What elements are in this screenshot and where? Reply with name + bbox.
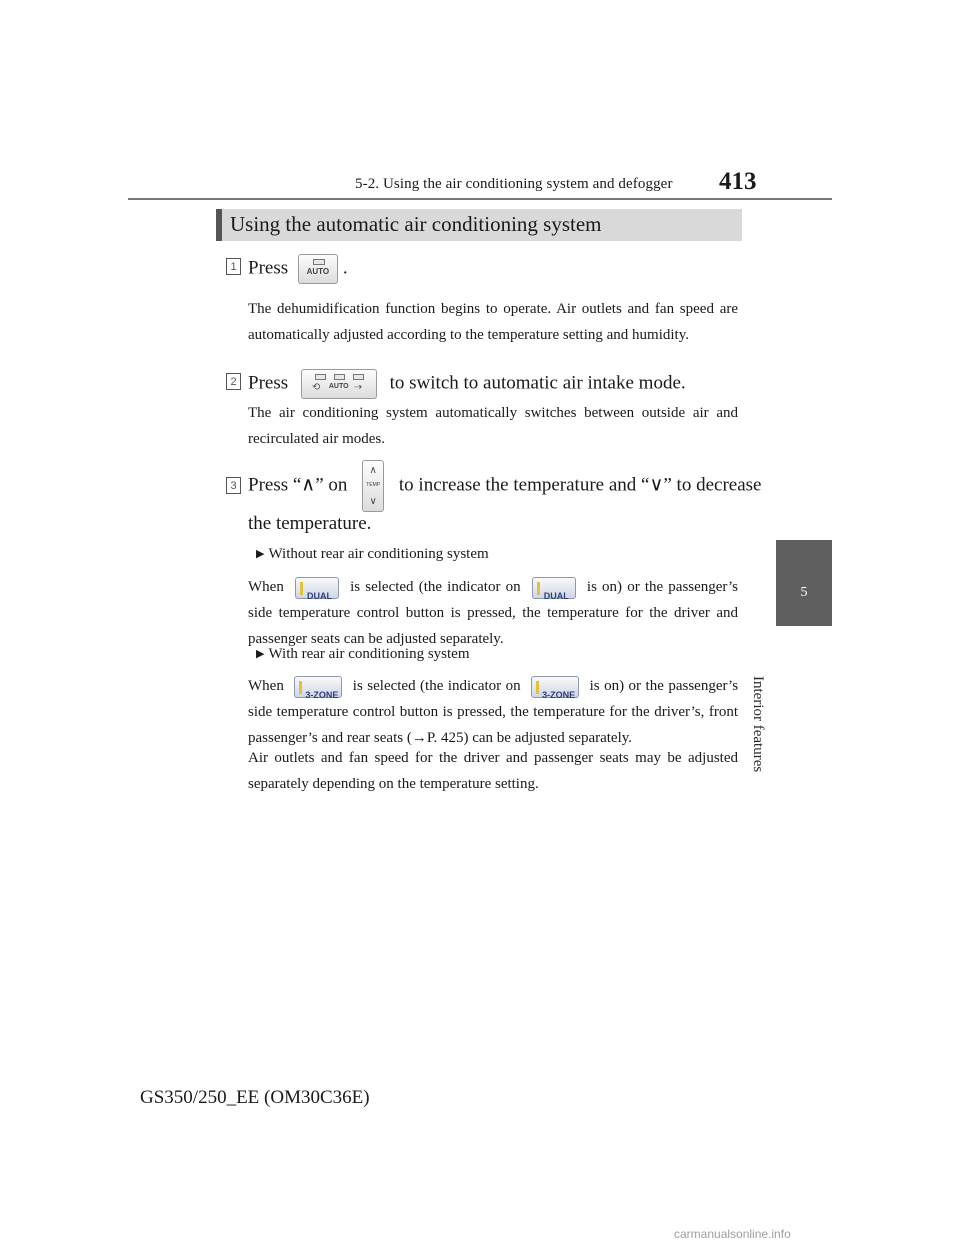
dual-button-label: DUAL: [543, 590, 569, 601]
dual-rest: side temperature control button is pressed, the temperature for the driver and passenger seats can be adjusted separately.: [248, 605, 738, 647]
triangle-bullet-icon: ▶: [256, 548, 265, 560]
zone-rest: side temperature control button is pressed, the temperature for the driver’s, front passenger’s and rear seats (→P. 425) can be adjusted separately.: [248, 704, 738, 746]
three-zone-paragraph: [248, 673, 738, 751]
temperature-button: [362, 460, 384, 512]
chapter-tab: [776, 540, 832, 626]
air-intake-auto-button: [301, 369, 377, 399]
step-2-end: to switch to automatic air intake mode.: [389, 372, 686, 394]
outside-air-indicator-icon: [353, 374, 364, 380]
step-3-press: Press “∧” on: [248, 474, 348, 496]
auto-button-label: AUTO: [306, 267, 330, 276]
step-1-press: Press: [248, 257, 289, 279]
auto-button: [298, 254, 338, 284]
three-zone-button-label: 3-ZONE: [305, 689, 339, 700]
intake-button-label: AUTO: [328, 383, 349, 390]
section-heading: 5-2. Using the air conditioning system and defogger: [355, 176, 673, 192]
chevron-up-icon: ∧: [369, 465, 377, 476]
step-3-end: to increase the temperature and “∨” to decrease: [398, 474, 762, 496]
sub-heading-text: With rear air conditioning system: [268, 646, 470, 662]
three-zone-indicator-icon: [536, 681, 539, 694]
three-zone-button: [294, 676, 342, 698]
temp-button-label: TEMP: [366, 482, 381, 488]
auto-indicator-icon: [334, 374, 345, 380]
dual-button-label: DUAL: [306, 590, 332, 601]
watermark: carmanualsonline.info: [674, 1227, 791, 1241]
dual-end: is on) or the passenger’s: [586, 579, 738, 595]
dual-button: [295, 577, 339, 599]
step-number-2: 2: [226, 373, 241, 390]
step-2-press: Press: [248, 372, 289, 394]
step-1-end: .: [342, 257, 348, 279]
dual-indicator-icon: [300, 582, 303, 595]
step-2-paragraph: The air conditioning system automatically switches between outside air and recirculated air modes.: [248, 405, 738, 447]
recirculated-air-icon: ⟲: [311, 382, 321, 393]
auto-indicator-icon: [313, 259, 325, 265]
page-title: Using the automatic air conditioning system: [230, 212, 602, 236]
sub-heading-with-rear: [256, 646, 469, 663]
step-number-3: 3: [226, 477, 241, 494]
sub-heading-without-rear: [256, 546, 489, 563]
chapter-tab-label: Interior features: [750, 676, 766, 773]
step-number-1: 1: [226, 258, 241, 275]
three-zone-button-indicator: [531, 676, 579, 698]
zone-when: When: [248, 678, 284, 694]
zone-mid: is selected (the indicator on: [352, 678, 521, 694]
recirculate-indicator-icon: [315, 374, 326, 380]
dual-when: When: [248, 579, 284, 595]
header-rule: [128, 198, 832, 200]
chevron-down-icon: ∨: [369, 496, 377, 507]
manual-code: GS350/250_EE (OM30C36E): [140, 1087, 370, 1108]
page-number: 413: [719, 168, 757, 195]
three-zone-indicator-icon: [299, 681, 302, 694]
dual-mid: is selected (the indicator on: [350, 579, 521, 595]
triangle-bullet-icon: ▶: [256, 648, 265, 660]
step-1-paragraph: The dehumidification function begins to operate. Air outlets and fan speed are automatically adjusted according to the temperature setting and humidity.: [248, 301, 738, 343]
step-3-text: [248, 460, 761, 512]
sub-heading-text: Without rear air conditioning system: [268, 546, 489, 562]
step-2-text: [248, 369, 686, 399]
dual-paragraph: [248, 574, 738, 652]
chapter-tab-number: 5: [800, 585, 808, 600]
final-paragraph: Air outlets and fan speed for the driver and passenger seats may be adjusted separately depending on the temperature setting.: [248, 750, 738, 792]
dual-indicator-icon: [537, 582, 540, 595]
zone-end: is on) or the passenger’s: [589, 678, 739, 694]
step-3-line2: the temperature.: [248, 513, 372, 534]
outside-air-icon: ⇢: [353, 382, 363, 393]
three-zone-button-label: 3-ZONE: [542, 689, 576, 700]
dual-button-indicator: [532, 577, 576, 599]
step-1-text: [248, 254, 348, 284]
